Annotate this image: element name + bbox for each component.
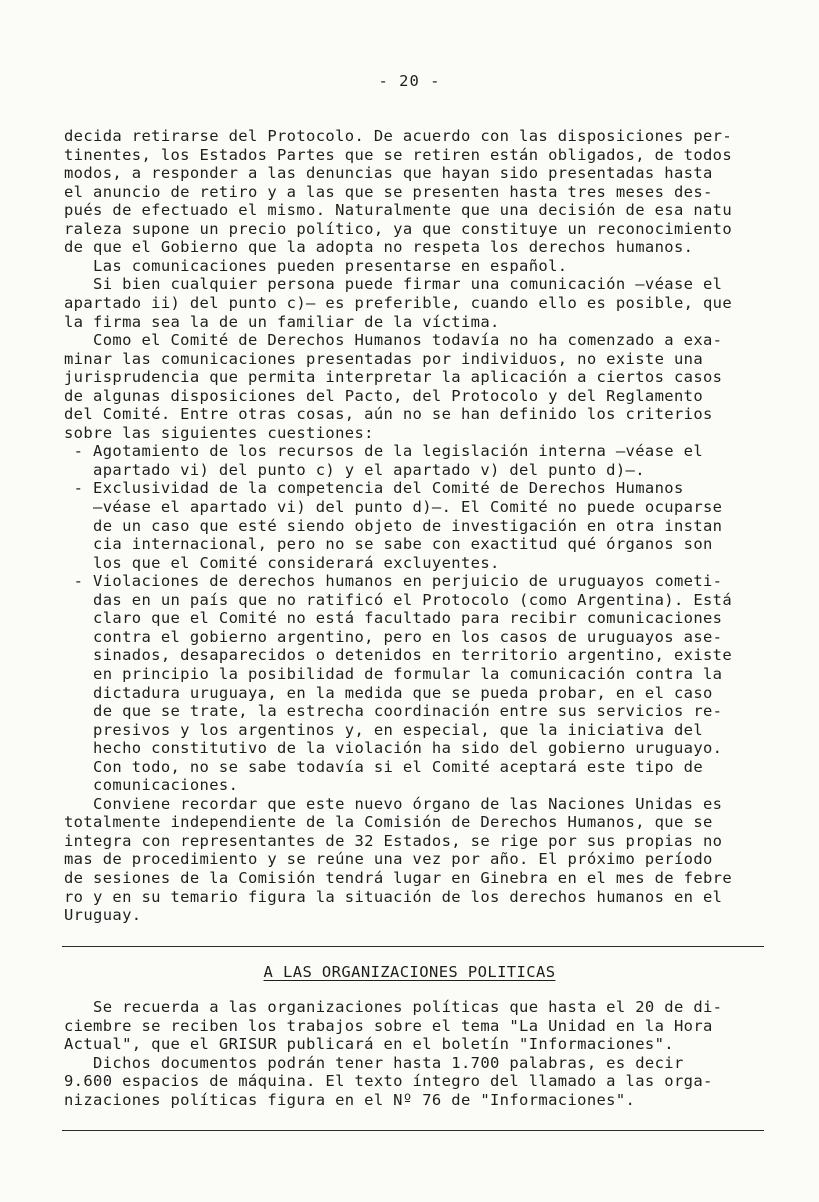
section-line: ciembre se reciben los trabajos sobre el tema "La Unidad en la Hora [64,1016,713,1035]
body-line: en principio la posibilidad de formular la comunicación contra la [64,664,723,683]
section-line: 9.600 espacios de máquina. El texto íntegro del llamado a las orga- [64,1072,713,1091]
body-line: sobre las siguientes cuestiones: [64,423,374,442]
body-line: Conviene recordar que este nuevo órgano de las Naciones Unidas es [64,794,723,813]
section-line: nizaciones políticas figura en el Nº 76 de "Informaciones". [64,1091,636,1109]
divider-bottom [62,1130,764,1131]
body-line: comunicaciones. [64,776,239,795]
body-line: de que el Gobierno que la adopta no respeta los derechos humanos. [64,238,694,257]
body-line: apartado vi) del punto c) y el apartado v) del punto d)—. [64,460,645,479]
body-line: Como el Comité de Derechos Humanos todavía no ha comenzado a exa- [64,331,723,350]
body-line: mas de procedimiento y se reúne una vez por año. El próximo período [64,850,713,869]
body-line: das en un país que no ratificó el Protocolo (como Argentina). Está [64,590,733,609]
body-line: contra el gobierno argentino, pero en los casos de uruguayos ase- [64,627,723,646]
body-line: totalmente independiente de la Comisión de Derechos Humanos, que se [64,813,713,832]
body-line: de un caso que esté siendo objeto de investigación en otra instan [64,516,723,535]
body-line: Las comunicaciones pueden presentarse en español. [64,256,568,275]
body-line: —véase el apartado vi) del punto d)—. El Comité no puede ocuparse [64,498,723,516]
body-line: jurisprudencia que permita interpretar la aplicación a ciertos casos [64,368,723,387]
body-line: cia internacional, pero no se sabe con exactitud qué órganos son [64,535,713,554]
body-line: pués de efectuado el mismo. Naturalmente que una decisión de esa natu [64,201,733,220]
body-line: integra con representantes de 32 Estados, se rige por sus propias no [64,831,723,850]
body-line: de algunas disposiciones del Pacto, del Protocolo y del Reglamento [64,386,703,405]
section-line: Dichos documentos podrán tener hasta 1.700 palabras, es decir [64,1053,684,1072]
body-line: sinados, desaparecidos o detenidos en territorio argentino, existe [64,646,733,665]
body-line: minar las comunicaciones presentadas por individuos, no existe una [64,349,703,368]
body-line: claro que el Comité no está facultado para recibir comunicaciones [64,609,723,628]
body-line: dictadura uruguaya, en la medida que se pueda probar, en el caso [64,683,713,702]
body-line: de que se trate, la estrecha coordinación entre sus servicios re- [64,702,723,721]
body-line: apartado ii) del punto c)— es preferible, cuando ello es posible, que [64,293,733,312]
body-line: ro y en su temario figura la situación de los derechos humanos en el [64,887,723,906]
body-line: la firma sea la de un familiar de la víctima. [64,312,500,331]
divider-top [62,946,764,947]
section-line: Se recuerda a las organizaciones políticas que hasta el 20 de di- [64,998,723,1016]
body-line: tinentes, los Estados Partes que se retiren están obligados, de todos [64,145,733,164]
body-line: Si bien cualquier persona puede firmar una comunicación —véase el [64,275,723,294]
section-heading-text: A LAS ORGANIZACIONES POLITICAS [263,963,556,981]
body-line: el anuncio de retiro y a las que se presenten hasta tres meses des- [64,182,713,201]
body-line: Con todo, no se sabe todavía si el Comité aceptará este tipo de [64,757,703,776]
body-line: del Comité. Entre otras cosas, aún no se han definido los criterios [64,405,713,424]
body-line: - Violaciones de derechos humanos en perjuicio de uruguayos cometi- [64,572,723,591]
body-line: decida retirarse del Protocolo. De acuerdo con las disposiciones per- [64,127,733,145]
body-line: de sesiones de la Comisión tendrá lugar en Ginebra en el mes de febre [64,869,733,887]
body-line: modos, a responder a las denuncias que hayan sido presentadas hasta [64,164,713,183]
section-heading [0,963,819,981]
body-line: Uruguay. [64,906,142,925]
body-line: - Exclusividad de la competencia del Comité de Derechos Humanos [64,479,684,498]
body-line: raleza supone un precio político, ya que constituye un reconocimiento [64,219,733,238]
body-line: presivos y los argentinos y, en especial, que la iniciativa del [64,720,703,739]
body-line: - Agotamiento de los recursos de la legislación interna —véase el [64,442,703,461]
page-number: - 20 - [378,72,441,90]
body-line: hecho constitutivo de la violación ha sido del gobierno uruguayo. [64,739,723,758]
body-line: los que el Comité considerará excluyentes. [64,553,500,572]
section-line: Actual", que el GRISUR publicará en el boletín "Informaciones". [64,1035,674,1054]
